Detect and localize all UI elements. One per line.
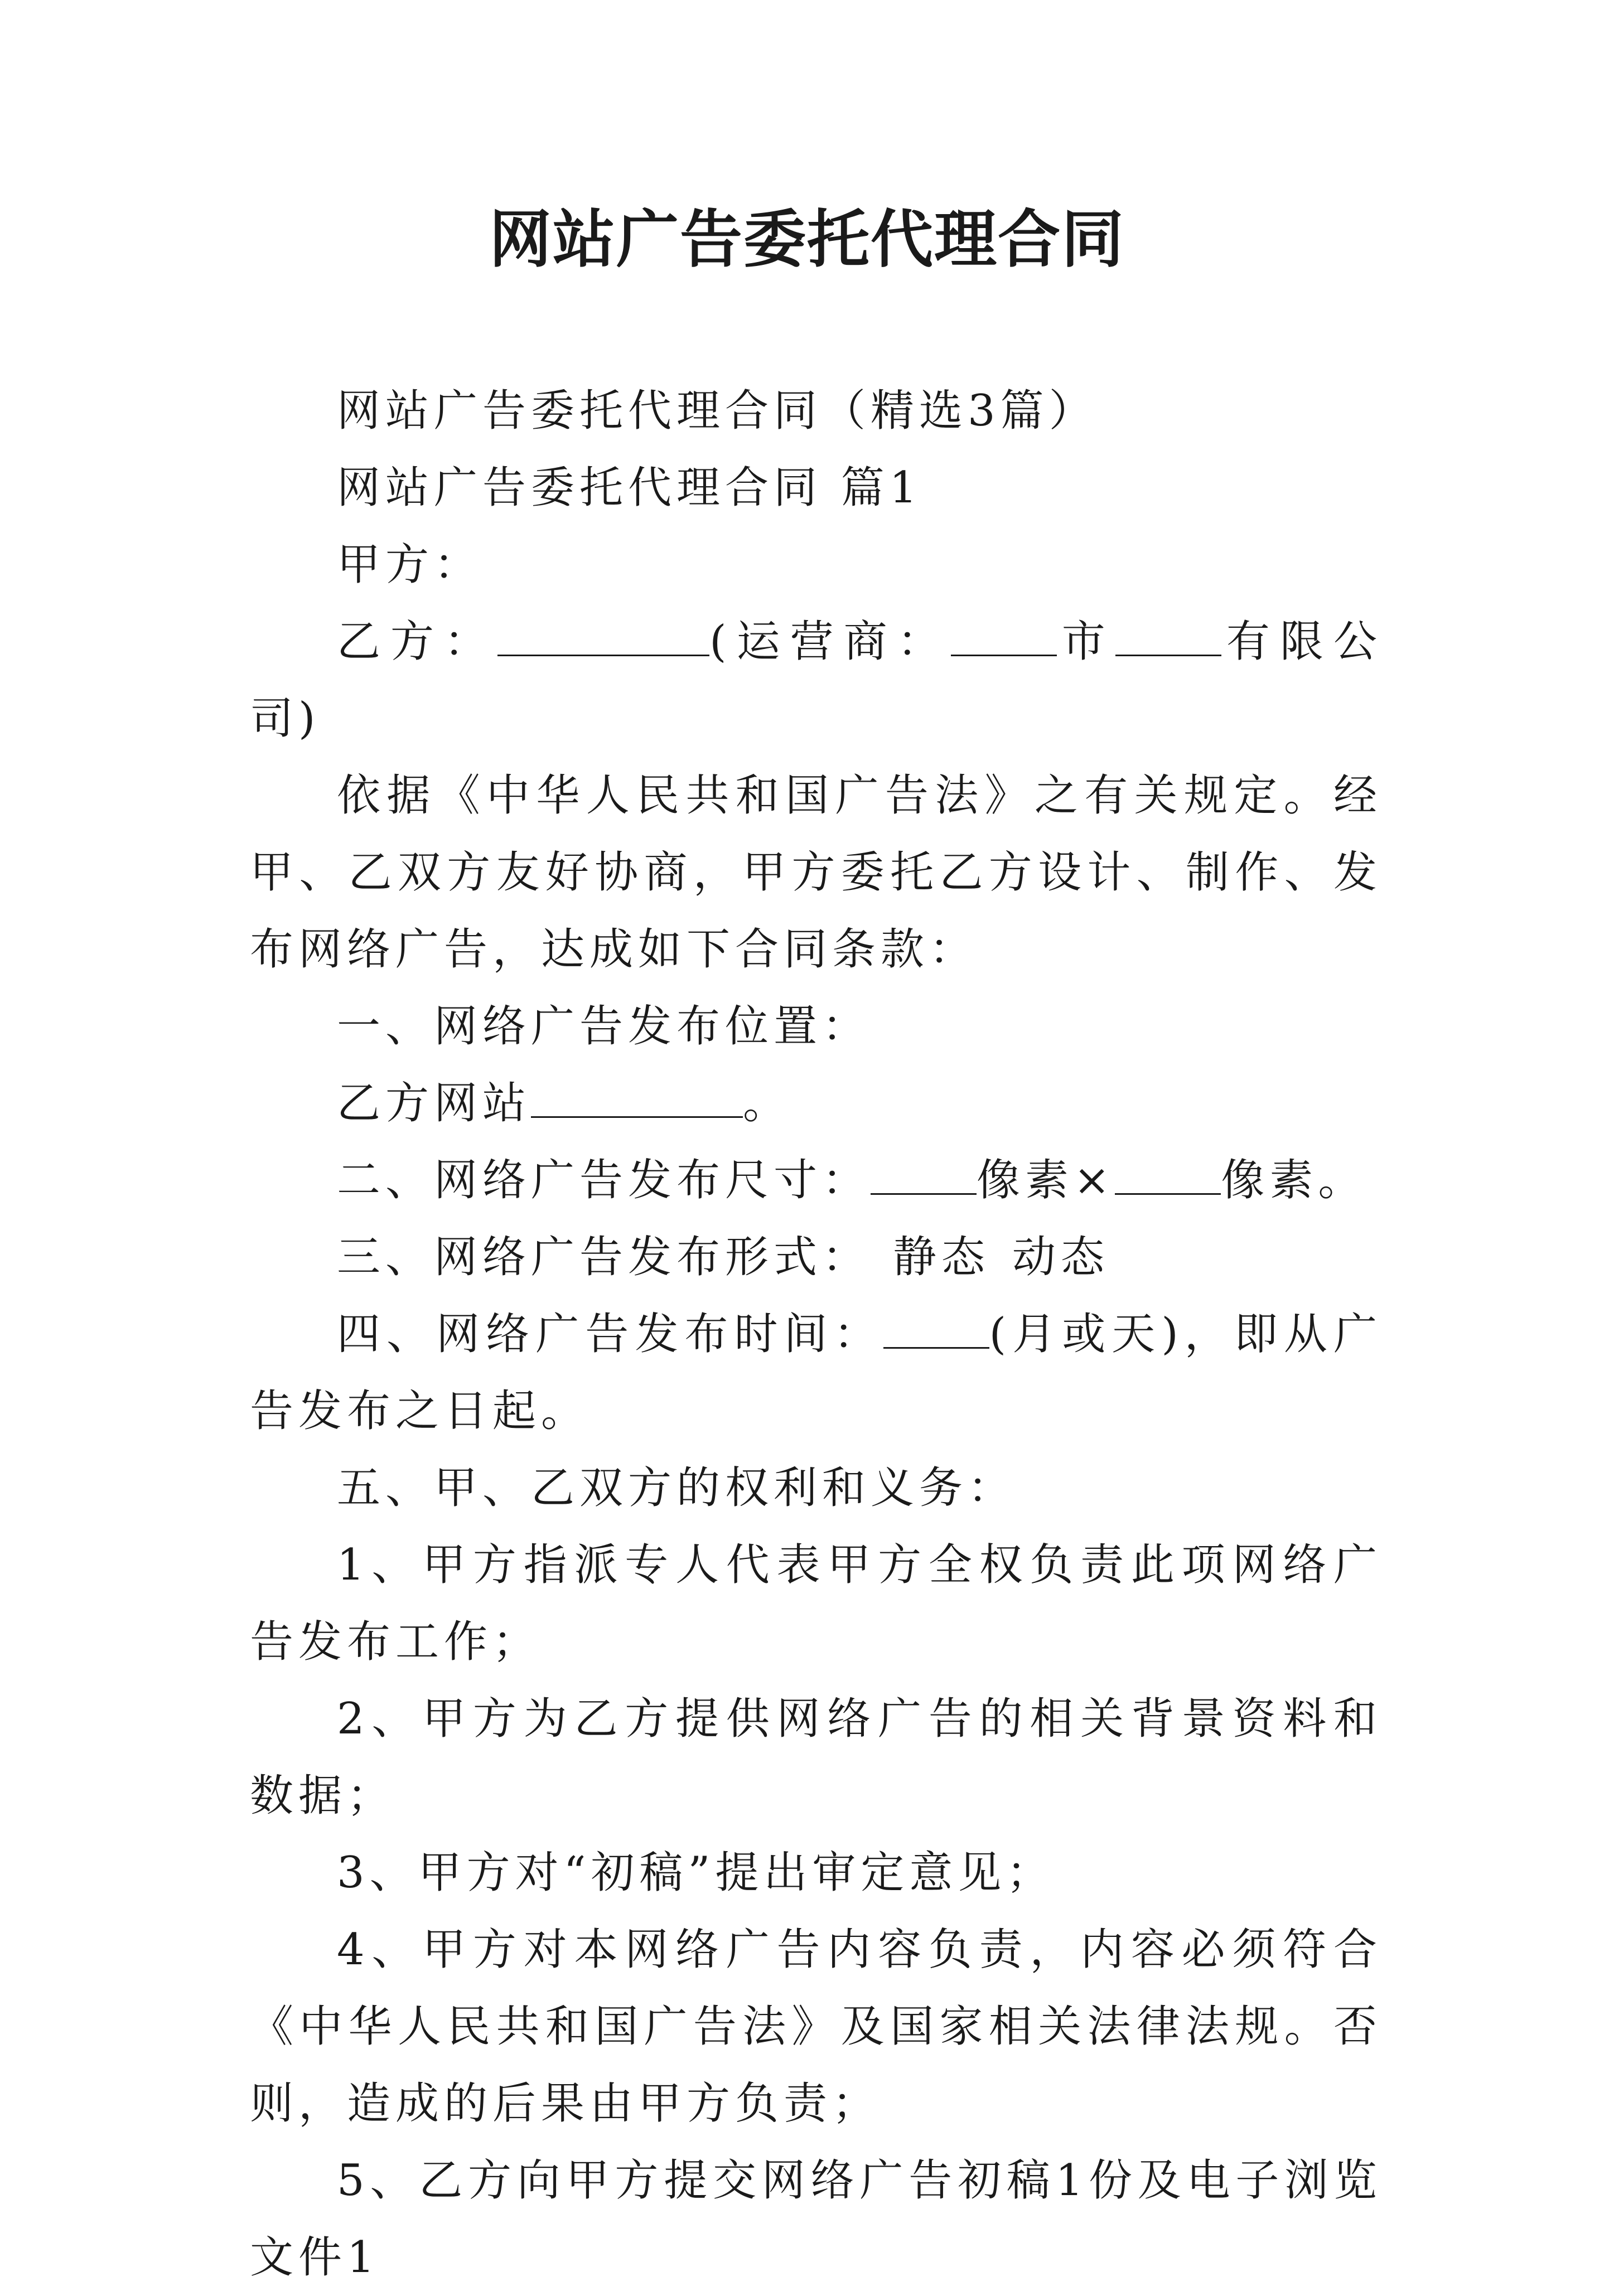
clause-2-suffix: 像素。 [1221,1155,1367,1205]
list-item: 4、甲方对本网络广告内容负责，内容必须符合《中华人民共和国广告法》及国家相关法律法规。否则，造成的后果由甲方负责； [250,1925,1382,2129]
clause-2-prefix: 二、网络广告发布尺寸： [337,1155,871,1205]
clause-4-suffix: (月或天)，即从广告发布之日起。 [250,1309,1382,1436]
clause-3-option-static: 静态 [893,1232,990,1282]
city-blank [951,619,1057,656]
clause-1-site-line [250,1065,1382,1142]
clause-4-prefix: 四、网络广告发布时间： [337,1309,883,1359]
clause-3-prefix: 三、网络广告发布形式： [337,1232,871,1282]
clause-3-line [250,1219,1382,1296]
clause-3-option-dynamic: 动态 [1012,1232,1110,1282]
width-blank [871,1157,977,1195]
clause-1-site-suffix: 。 [743,1078,792,1128]
document-body [250,372,1382,2296]
site-blank [531,1081,743,1118]
party-b-company: 有限公司) [250,617,1382,744]
duration-blank [883,1311,989,1349]
list-item: 5、乙方向甲方提交网络广告初稿1份及电子浏览文件1 [250,2155,1382,2283]
intro-paragraph: 依据《中华人民共和国广告法》之有关规定。经甲、乙双方友好协商，甲方委托乙方设计、制作、发布网络广告，达成如下合同条款： [250,771,1382,975]
list-item: 2、甲方为乙方提供网络广告的相关背景资料和数据； [250,1694,1382,1821]
section-heading: 网站广告委托代理合同 篇1 [337,463,922,513]
clause-5-heading: 五、甲、乙双方的权利和义务： [337,1463,1017,1513]
height-blank [1115,1157,1221,1195]
party-b-prefix: 乙方： [337,617,498,667]
clause-1-heading: 一、网络广告发布位置： [337,1001,871,1052]
clause-4-line [250,1296,1382,1450]
clause-1-site-prefix: 乙方网站 [337,1078,531,1128]
party-b-line [250,603,1382,757]
subtitle: 网站广告委托代理合同（精选3篇） [337,386,1098,436]
party-b-name-blank [497,619,709,656]
clause-2-mid: 像素× [977,1155,1115,1205]
party-b-city: 市 [1056,617,1115,667]
party-a-line: 甲方： [337,540,483,590]
party-b-paren-open: (运营商： [709,617,951,667]
list-item: 1、甲方指派专人代表甲方全权负责此项网络广告发布工作； [250,1540,1382,1667]
document-title: 网站广告委托代理合同 [489,203,1125,276]
list-item: 3、甲方对“初稿”提出审定意见； [337,1848,1055,1898]
clause-2-line [250,1142,1382,1219]
company-blank [1115,619,1221,656]
